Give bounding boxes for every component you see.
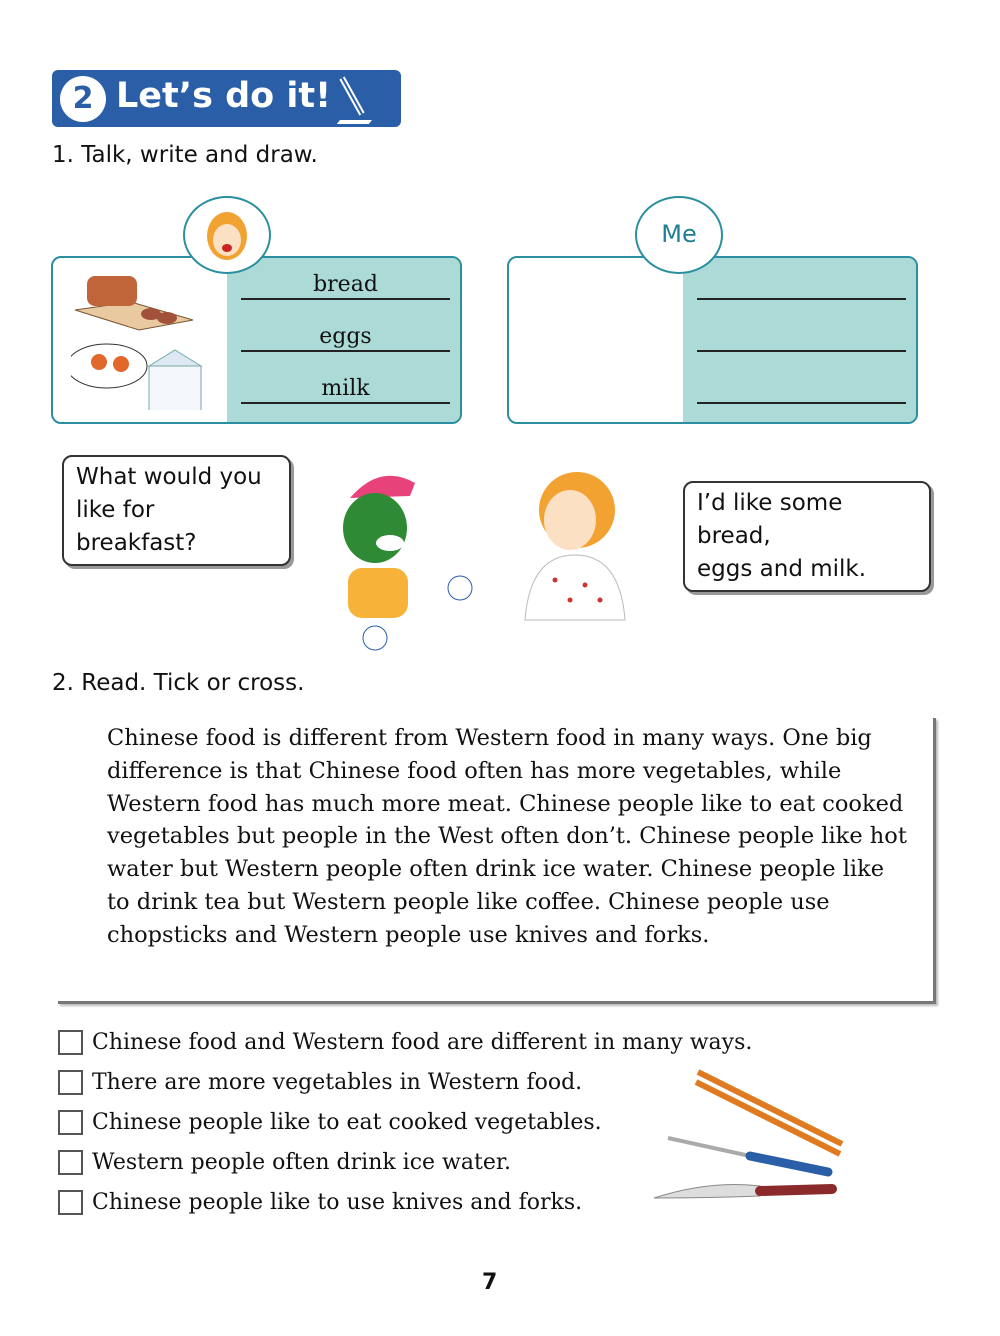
answer-line: milk xyxy=(241,374,450,404)
girl-character xyxy=(515,470,645,630)
speech-bubble-answer xyxy=(683,481,931,592)
tick-checkbox[interactable] xyxy=(58,1150,83,1175)
bubble-text: like for breakfast? xyxy=(76,497,197,556)
reading-passage-box xyxy=(58,718,936,1004)
bubble-text: I’d like some bread, xyxy=(697,490,843,549)
section-title: Let’s do it! xyxy=(116,76,332,116)
answer-area xyxy=(227,258,460,422)
speech-bubble-question xyxy=(62,455,291,566)
statement-text: Western people often drink ice water. xyxy=(92,1149,511,1175)
statement-row xyxy=(58,1107,602,1137)
reading-passage: Chinese food is different from Western food in many ways. One big difference is that Chinese food often has more vegetables, while Western food has much more meat. Chinese people like to eat cooked vegetables but people in the West often don’t. Chinese people like hot water but Western people often drink ice water. Chinese people like to drink tea but Western people like coffee. Chinese people use chopsticks and Western people use knives and forks. xyxy=(107,725,907,948)
bubble-text: eggs and milk. xyxy=(697,556,867,582)
statement-row xyxy=(58,1067,582,1097)
statement-row xyxy=(58,1187,582,1217)
breakfast-panel-me xyxy=(507,256,918,424)
breakfast-food-illustration xyxy=(71,270,221,410)
page-number: 7 xyxy=(482,1270,498,1295)
answer-line-blank[interactable] xyxy=(697,270,906,300)
pencil-icon xyxy=(330,74,380,124)
answer-line-blank[interactable] xyxy=(697,322,906,352)
tick-checkbox[interactable] xyxy=(58,1190,83,1215)
answer-line: eggs xyxy=(241,322,450,352)
statement-text: Chinese people like to use knives and forks. xyxy=(92,1189,583,1215)
answer-line: bread xyxy=(241,270,450,300)
exercise-1-heading: 1. Talk, write and draw. xyxy=(52,142,318,168)
statement-row xyxy=(58,1147,511,1177)
cutlery-illustration xyxy=(650,1068,850,1208)
section-header xyxy=(52,70,401,127)
statement-text: Chinese people like to eat cooked vegetables. xyxy=(92,1109,602,1135)
answer-area xyxy=(683,258,916,422)
section-number: 2 xyxy=(60,76,106,122)
me-label: Me xyxy=(635,196,723,274)
statement-text: Chinese food and Western food are different in many ways. xyxy=(92,1029,753,1055)
answer-line-blank[interactable] xyxy=(697,374,906,404)
dinosaur-character xyxy=(330,468,480,658)
girl-portrait xyxy=(183,196,271,274)
exercise-2-heading: 2. Read. Tick or cross. xyxy=(52,670,305,696)
statement-text: There are more vegetables in Western food. xyxy=(92,1069,583,1095)
tick-checkbox[interactable] xyxy=(58,1110,83,1135)
tick-checkbox[interactable] xyxy=(58,1030,83,1055)
bubble-text: What would you xyxy=(76,464,262,490)
statement-row xyxy=(58,1027,752,1057)
breakfast-panel-girl xyxy=(51,256,462,424)
tick-checkbox[interactable] xyxy=(58,1070,83,1095)
